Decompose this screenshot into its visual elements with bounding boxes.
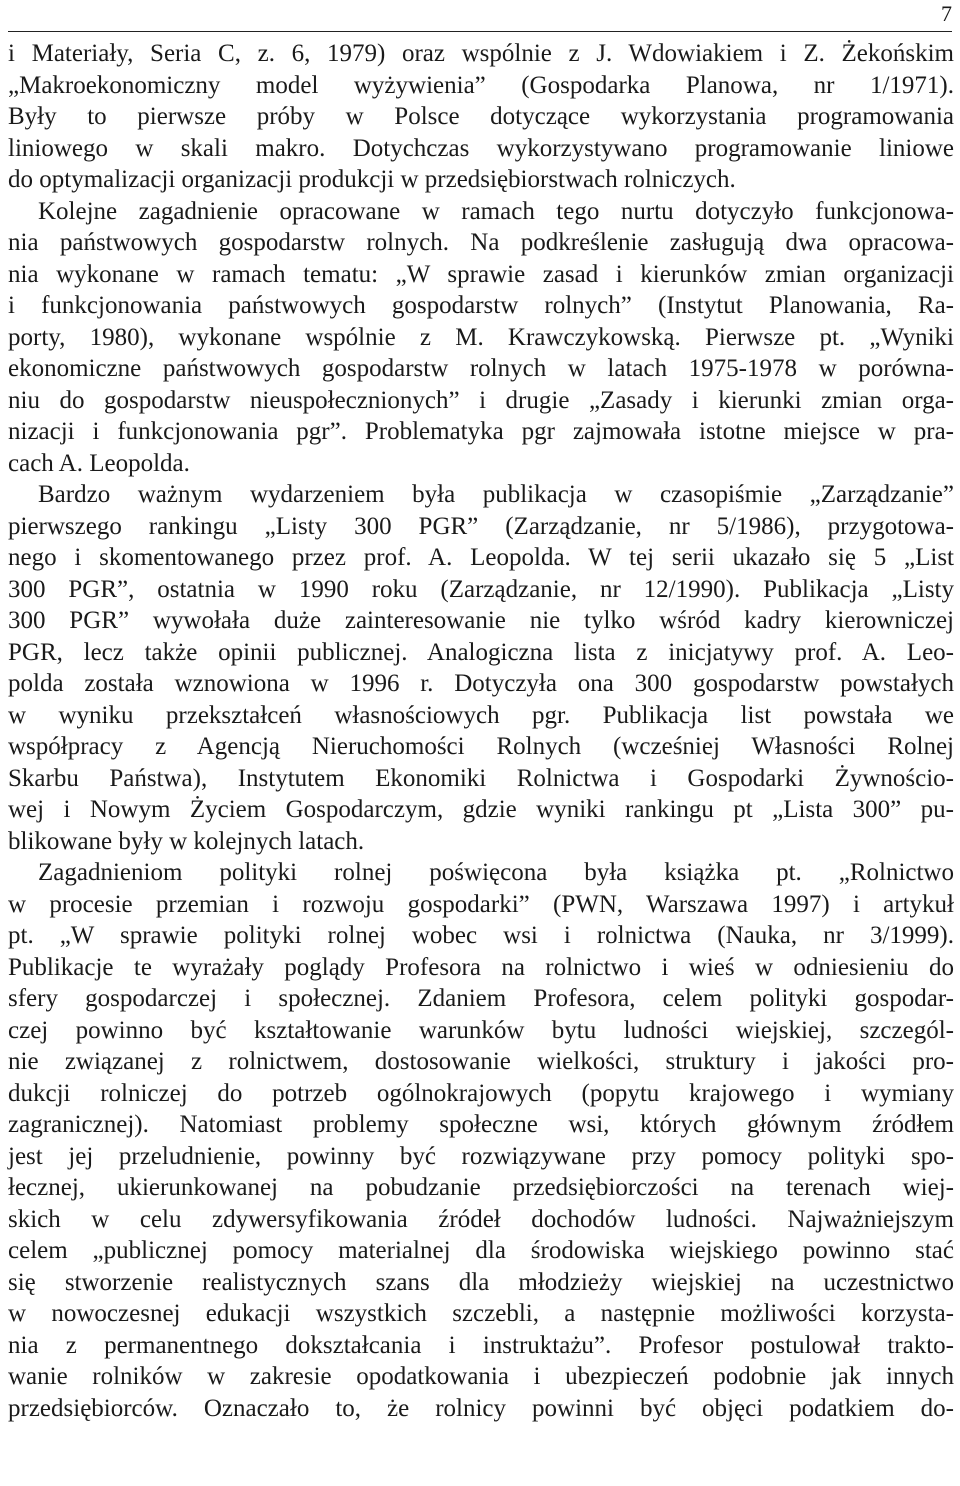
text-body	[8, 38, 954, 1424]
text-line: przedsiębiorców. Oznaczało to, że rolnicy powinni być objęci podatkiem do-	[8, 1394, 954, 1422]
text-line: nizacji i funkcjonowania pgr”. Problematyka pgr zajmowała istotne miejsce w pra-	[8, 418, 954, 445]
text-line: nia państwowych gospodarstw rolnych. Na podkreślenie zasługują dwa opracowa-	[8, 229, 954, 256]
text-line: porty, 1980), wykonane wspólnie z M. Krawczykowską. Pierwsze pt. „Wyniki	[8, 323, 954, 351]
text-line: nia z permanentnego dokształcania i instruktażu”. Profesor postulował trakto-	[8, 1331, 954, 1359]
text-line: sfery gospodarczej i społecznej. Zdaniem Profesora, celem polityki gospodar-	[8, 985, 954, 1012]
text-line: w procesie przemian i rozwoju gospodarki” (PWN, Warszawa 1997) i artykuł	[8, 890, 954, 918]
text-line: Bardzo ważnym wydarzeniem była publikacja w czasopiśmie „Zarządzanie”	[38, 481, 954, 508]
text-line: pt. „W sprawie polityki rolnej wobec wsi i rolnictwa (Nauka, nr 3/1999).	[8, 922, 954, 949]
text-line: Publikacje te wyrażały poglądy Profesora na rolnictwo i wieś w odniesieniu do	[8, 953, 954, 981]
text-line: łecznej, ukierunkowanej na pobudzanie przedsiębiorczości na terenach wiej-	[8, 1174, 954, 1201]
text-line: 300 PGR” wywołała duże zainteresowanie nie tylko wśród kadry kierowniczej	[8, 607, 954, 634]
text-line: „Makroekonomiczny model wyżywienia” (Gospodarka Planowa, nr 1/1971).	[8, 71, 954, 99]
text-line: pierwszego rankingu „Listy 300 PGR” (Zarządzanie, nr 5/1986), przygotowa-	[8, 512, 954, 540]
page-number: 7	[941, 1, 952, 26]
text-line: zagranicznej). Natomiast problemy społeczne wsi, których głównym źródłem	[8, 1111, 954, 1138]
text-line: i funkcjonowania państwowych gospodarstw rolnych” (Instytut Planowania, Ra-	[8, 292, 954, 319]
header-rule	[8, 31, 952, 32]
text-line: Kolejne zagadnienie opracowane w ramach tego nurtu dotyczyło funkcjonowa-	[38, 197, 954, 225]
text-line: dukcji rolniczej do potrzeb ogólnokrajowych (popytu krajowego i wymiany	[8, 1079, 954, 1107]
text-line: do optymalizacji organizacji produkcji w przedsiębiorstwach rolniczych.	[8, 166, 736, 193]
text-line: się stworzenie realistycznych szans dla młodzieży wiejskiej na uczestnictwo	[8, 1268, 954, 1296]
text-line: ekonomiczne państwowych gospodarstw rolnych w latach 1975-1978 w porówna-	[8, 355, 954, 382]
text-line: polda została wznowiona w 1996 r. Dotyczyła ona 300 gospodarstw powstałych	[8, 670, 954, 697]
text-line: Zagadnieniom polityki rolnej poświęcona była książka pt. „Rolnictwo	[38, 859, 954, 886]
text-line: cach A. Leopolda.	[8, 449, 190, 477]
text-line: celem „publicznej pomocy materialnej dla środowiska wiejskiego powinno stać	[8, 1237, 954, 1264]
text-line: liniowego w skali makro. Dotychczas wykorzystywano programowanie liniowe	[8, 134, 954, 162]
text-line: Były to pierwsze próby w Polsce dotyczące wykorzystania programowania	[8, 103, 954, 130]
text-line: współpracy z Agencją Nieruchomości Rolnych (wcześniej Własności Rolnej	[8, 733, 954, 760]
text-line: skich w celu zdywersyfikowania źródeł dochodów ludności. Najważniejszym	[8, 1205, 954, 1233]
text-line: Skarbu Państwa), Instytutem Ekonomiki Rolnictwa i Gospodarki Żywnościo-	[8, 764, 954, 792]
text-line: w nowoczesnej edukacji wszystkich szczebli, a następnie możliwości korzysta-	[8, 1300, 954, 1327]
text-line: niu do gospodarstw nieuspołecznionych” i drugie „Zasady i kierunki zmian orga-	[8, 386, 954, 414]
text-line: wanie rolników w zakresie opodatkowania i ubezpieczeń podobnie jak innych	[8, 1363, 954, 1390]
text-line: i Materiały, Seria C, z. 6, 1979) oraz wspólnie z J. Wdowiakiem i Z. Żekońskim	[8, 40, 954, 67]
text-line: wej i Nowym Życiem Gospodarczym, gdzie wyniki rankingu pt „Lista 300” pu-	[8, 796, 954, 823]
text-line: blikowane były w kolejnych latach.	[8, 827, 365, 855]
text-line: PGR, lecz także opinii publicznej. Analogiczna lista z inicjatywy prof. A. Leo-	[8, 638, 954, 666]
text-line: czej powinno być kształtowanie warunków bytu ludności wiejskiej, szczegól-	[8, 1016, 954, 1044]
text-line: w wyniku przekształceń własnościowych pgr. Publikacja list powstała we	[8, 701, 954, 729]
text-line: nia wykonane w ramach tematu: „W sprawie zasad i kierunków zmian organizacji	[8, 260, 954, 288]
text-line: jest jej przeludnienie, powinny być rozwiązywane przy pomocy polityki spo-	[8, 1142, 954, 1170]
text-line: 300 PGR”, ostatnia w 1990 roku (Zarządzanie, nr 12/1990). Publikacja „Listy	[8, 575, 954, 603]
text-line: nie związanej z rolnictwem, dostosowanie wielkości, struktury i jakości pro-	[8, 1048, 954, 1075]
text-line: nego i skomentowanego przez prof. A. Leopolda. W tej serii ukazało się 5 „List	[8, 544, 954, 571]
